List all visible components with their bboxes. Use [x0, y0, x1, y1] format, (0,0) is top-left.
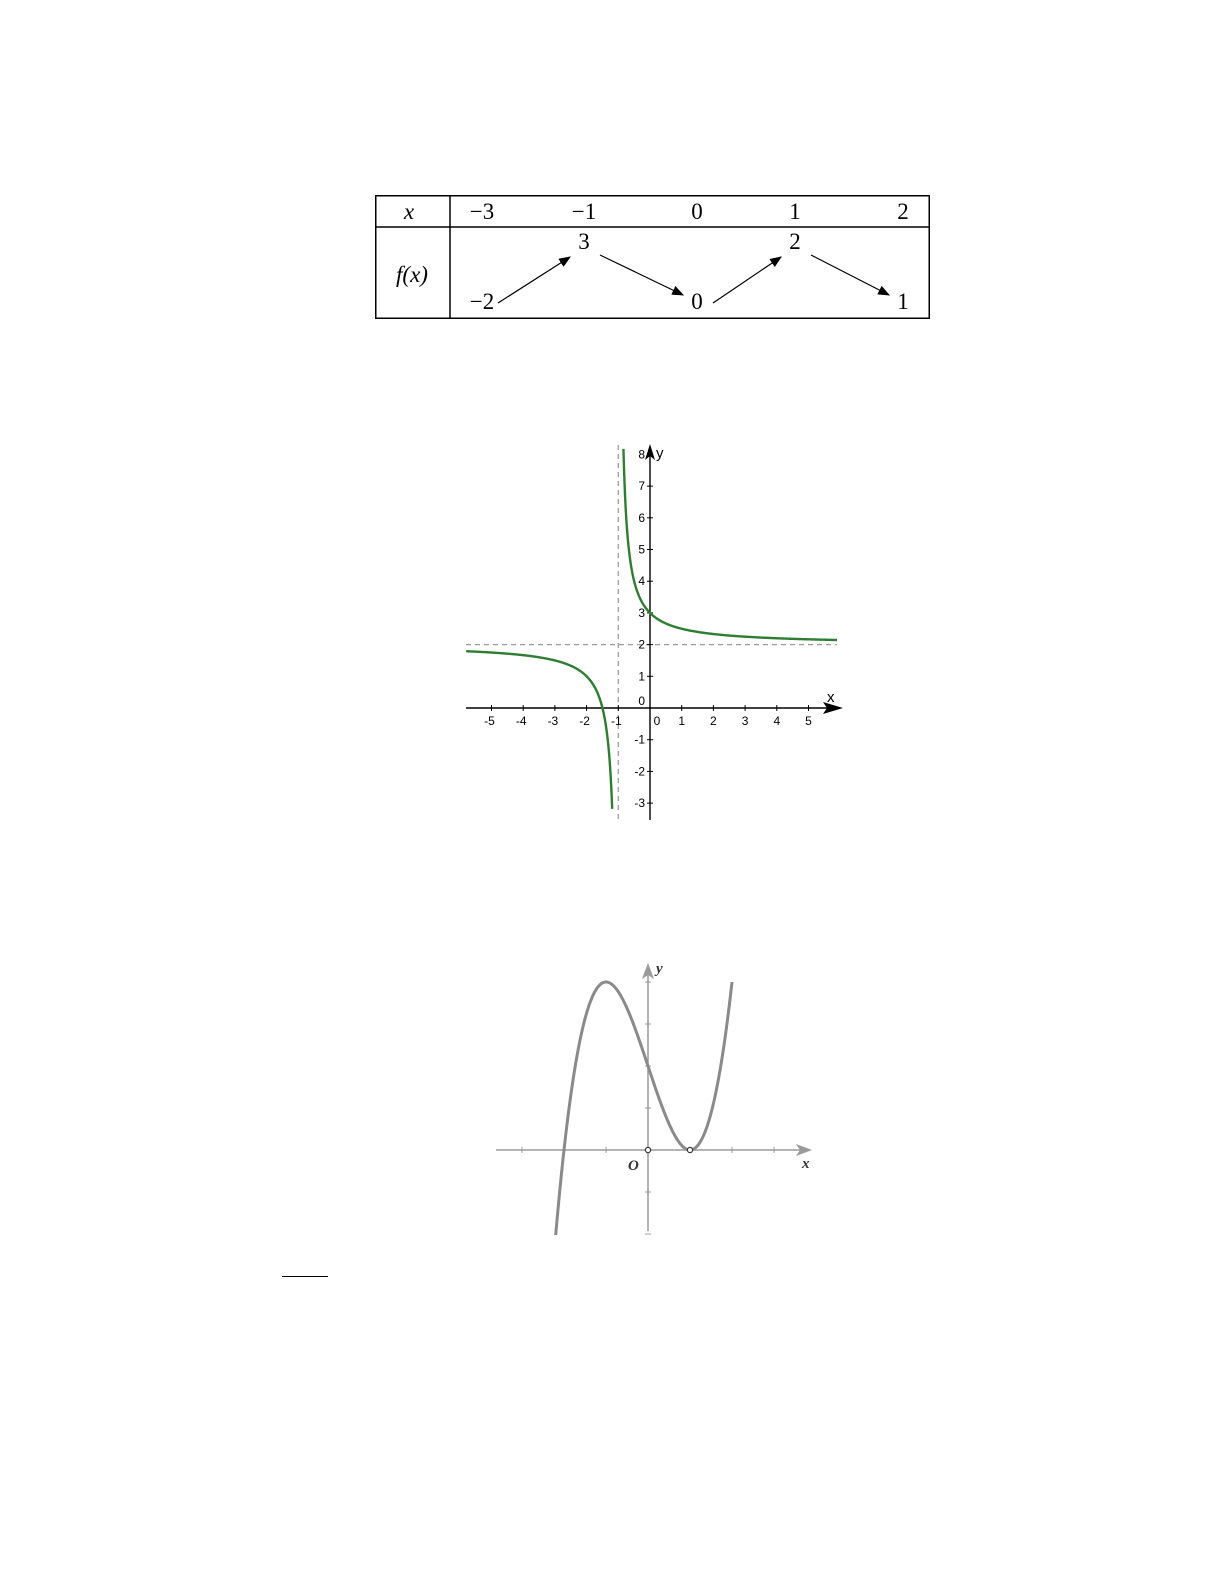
table-f-value: 3: [578, 229, 590, 254]
arrow-increasing: [498, 257, 570, 303]
y-axis-label: y: [656, 445, 664, 462]
y-tick-label: 1: [638, 669, 645, 684]
y-axis-label: y: [656, 961, 663, 977]
table-x-value: 2: [897, 199, 909, 224]
table-x-values: [470, 199, 909, 224]
x-tick-label: 0: [653, 714, 661, 728]
x-tick-label: 4: [773, 714, 781, 728]
table-x-value: −1: [571, 199, 597, 224]
x-tick-label: -1: [610, 714, 622, 728]
variation-table-svg: [375, 195, 930, 319]
x-tick-label: 1: [678, 714, 686, 728]
origin-label: O: [628, 1158, 639, 1174]
graph-rational-function: [462, 440, 847, 825]
arrow-decreasing: [600, 255, 683, 295]
x-axis-label: x: [802, 1156, 810, 1172]
arrow-decreasing: [811, 255, 889, 295]
graph-cubic-function: [490, 955, 820, 1235]
x-axis-label: x: [827, 689, 835, 706]
y-tick-label: 0: [638, 694, 645, 708]
x-tick-label: -2: [579, 714, 590, 728]
x-tick-label: -3: [547, 714, 559, 728]
curve-left-branch: [466, 651, 612, 809]
x-tick-label: -4: [515, 714, 527, 728]
table-border: [376, 196, 930, 319]
table-row-label-fx: f(x): [396, 262, 428, 287]
y-tick-label: 6: [638, 510, 645, 525]
y-tick-label: 7: [638, 479, 645, 494]
y-tick-label: -1: [634, 732, 645, 747]
graph-cubic-svg: [490, 955, 820, 1235]
y-tick-label: -2: [634, 764, 645, 779]
y-tick-label: 5: [638, 542, 645, 557]
table-x-value: −3: [469, 199, 495, 224]
curve-right-branch: [623, 449, 837, 640]
y-tick-label: 2: [638, 637, 645, 652]
variation-table: [375, 195, 930, 319]
x-tick-label: 5: [805, 714, 812, 728]
table-x-value: 0: [691, 199, 703, 224]
y-tick-label: 3: [638, 605, 645, 620]
table-x-value: 1: [789, 199, 801, 224]
table-f-value: −2: [469, 289, 495, 314]
arrow-increasing: [713, 257, 781, 303]
y-tick-label: 8: [638, 447, 645, 462]
table-f-value: 2: [789, 229, 801, 254]
y-tick-label: -3: [634, 796, 645, 811]
x-tick-label: 3: [741, 714, 749, 728]
origin-point: [645, 1147, 650, 1152]
graph-rational-svg: [462, 440, 847, 825]
table-f-value: 1: [897, 289, 909, 314]
table-header-x: x: [403, 199, 415, 224]
cubic-curve: [555, 982, 732, 1235]
y-tick-label: 4: [638, 574, 645, 589]
tangent-point: [687, 1147, 692, 1152]
table-f-value: 0: [691, 289, 703, 314]
x-tick-label: -5: [484, 714, 495, 728]
x-tick-label: 2: [710, 714, 717, 728]
underline-mark: [282, 1276, 328, 1277]
